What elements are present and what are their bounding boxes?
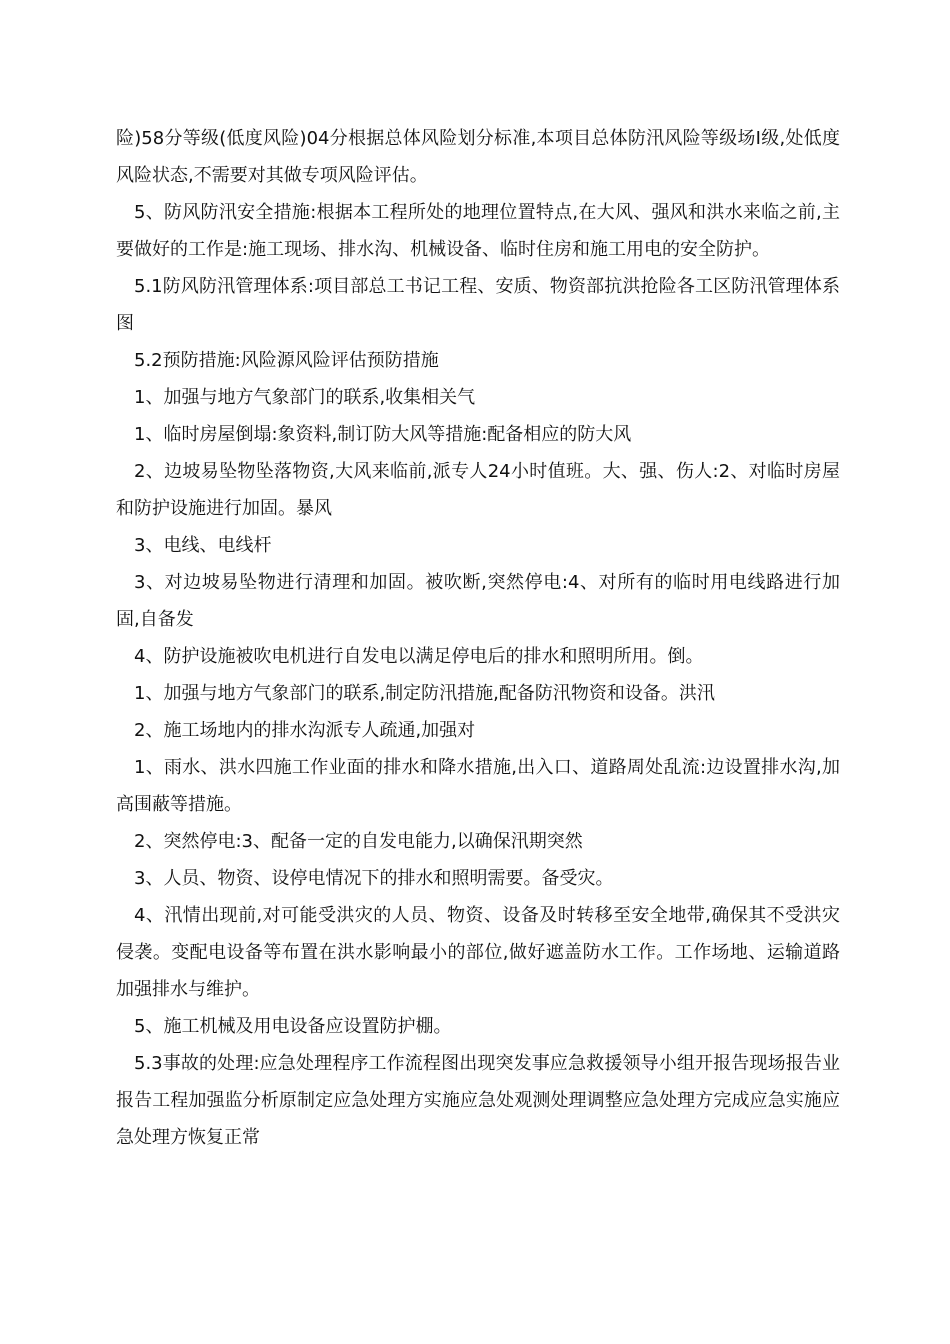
paragraph-risk-level: 险)58分等级(低度风险)04分根据总体风险划分标准,本项目总体防汛风险等级场Ⅰ级,处低度风险状态,不需要对其做专项风险评估。 [116, 128, 840, 186]
paragraph-item: 4、汛情出现前,对可能受洪灾的人员、物资、设备及时转移至安全地带,确保其不受洪灾侵袭。变配电设备等布置在洪水影响最小的部位,做好遮盖防水工作。工作场地、运输道路加强排水与维护。 [116, 905, 840, 1000]
paragraph-management-system: 5.1防风防汛管理体系:项目部总工书记工程、安质、物资部抗洪抢险各工区防汛管理体系图 [116, 276, 840, 334]
paragraph-item: 3、对边坡易坠物进行清理和加固。被吹断,突然停电:4、对所有的临时用电线路进行加固,自备发 [116, 572, 840, 630]
paragraph-item: 4、防护设施被吹电机进行自发电以满足停电后的排水和照明所用。倒。 [134, 646, 704, 667]
paragraph-item: 5、施工机械及用电设备应设置防护棚。 [134, 1016, 452, 1037]
paragraph-item: 1、临时房屋倒塌:象资料,制订防大风等措施:配备相应的防大风 [134, 424, 632, 445]
paragraph-item: 1、加强与地方气象部门的联系,收集相关气 [134, 387, 476, 408]
document-body [116, 120, 840, 1156]
paragraph-safety-measures: 5、防风防汛安全措施:根据本工程所处的地理位置特点,在大风、强风和洪水来临之前,主要做好的工作是:施工现场、排水沟、机械设备、临时住房和施工用电的安全防护。 [116, 202, 840, 260]
paragraph-item: 1、雨水、洪水四施工作业面的排水和降水措施,出入口、道路周处乱流:边设置排水沟,加高围蔽等措施。 [116, 757, 840, 815]
paragraph-prevention-heading: 5.2预防措施:风险源风险评估预防措施 [134, 350, 439, 371]
paragraph-item: 3、人员、物资、设停电情况下的排水和照明需要。备受灾。 [134, 868, 614, 889]
paragraph-item: 3、电线、电线杆 [134, 535, 272, 556]
paragraph-accident-handling: 5.3事故的处理:应急处理程序工作流程图出现突发事应急救援领导小组开报告现场报告业报告工程加强监分析原制定应急处理方实施应急处观测处理调整应急处理方完成应急实施应急处理方恢复正常 [116, 1053, 840, 1148]
paragraph-item: 2、施工场地内的排水沟派专人疏通,加强对 [134, 720, 476, 741]
paragraph-item: 1、加强与地方气象部门的联系,制定防汛措施,配备防汛物资和设备。洪汛 [134, 683, 715, 704]
paragraph-item: 2、突然停电:3、配备一定的自发电能力,以确保汛期突然 [134, 831, 583, 852]
paragraph-item: 2、边坡易坠物坠落物资,大风来临前,派专人24小时值班。大、强、伤人:2、对临时房屋和防护设施进行加固。暴风 [116, 461, 840, 519]
